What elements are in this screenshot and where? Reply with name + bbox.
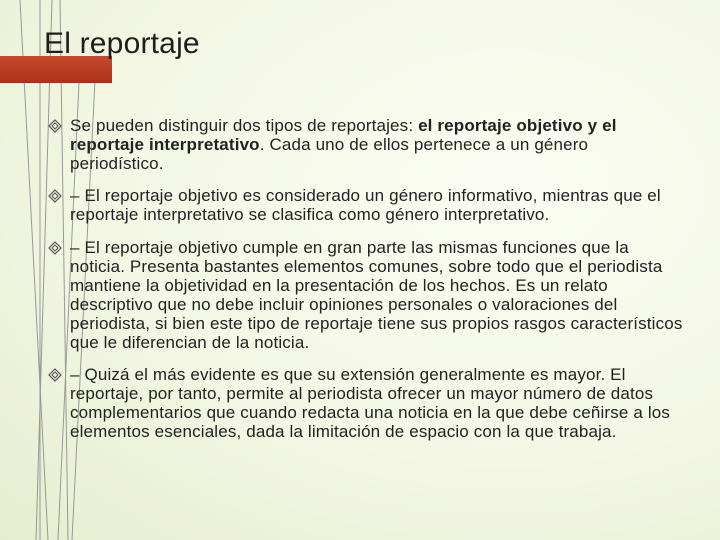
slide-content bbox=[44, 116, 684, 441]
bullet-text: – Quizá el más evidente es que su extensión generalmente es mayor. El reportaje, por tanto, permite al periodista ofrecer un mayor número de datos complementarios que cuando redacta una noticia en la que debe ceñirse a los elementos esenciales, dada la limitación de espacio con la que trabaja. bbox=[70, 365, 671, 441]
bullet-bold-text: el reportaje objetivo y el reportaje interpretativo bbox=[70, 116, 617, 154]
bullet-text: Se pueden distinguir dos tipos de reportajes: bbox=[70, 116, 419, 135]
bullet-text: – El reportaje objetivo cumple en gran parte las mismas funciones que la noticia. Presenta bastantes elementos comunes, sobre todo que el periodista mantiene la objetividad en la presentación de los hechos. Es un relato descriptivo que no debe incluir opiniones personales o valoraciones del periodista, si bien este tipo de reportaje tiene sus propios rasgos característicos que le diferencian de la noticia. bbox=[70, 238, 683, 352]
diamond-bullet-icon bbox=[48, 119, 62, 133]
slide-title: El reportaje bbox=[44, 27, 200, 60]
bullet-text: – El reportaje objetivo es considerado un género informativo, mientras que el reportaje interpretativo se clasifica como género interpretativo. bbox=[70, 186, 661, 224]
bullet-item bbox=[44, 116, 684, 173]
bullet-item bbox=[44, 238, 684, 352]
diamond-bullet-icon bbox=[48, 189, 62, 203]
bullet-item bbox=[44, 365, 684, 441]
bullet-text: . Cada uno de ellos pertenece a un género periodístico. bbox=[70, 135, 589, 173]
diamond-bullet-icon bbox=[48, 368, 62, 382]
bullet-item bbox=[44, 186, 684, 224]
diamond-bullet-icon bbox=[48, 241, 62, 255]
